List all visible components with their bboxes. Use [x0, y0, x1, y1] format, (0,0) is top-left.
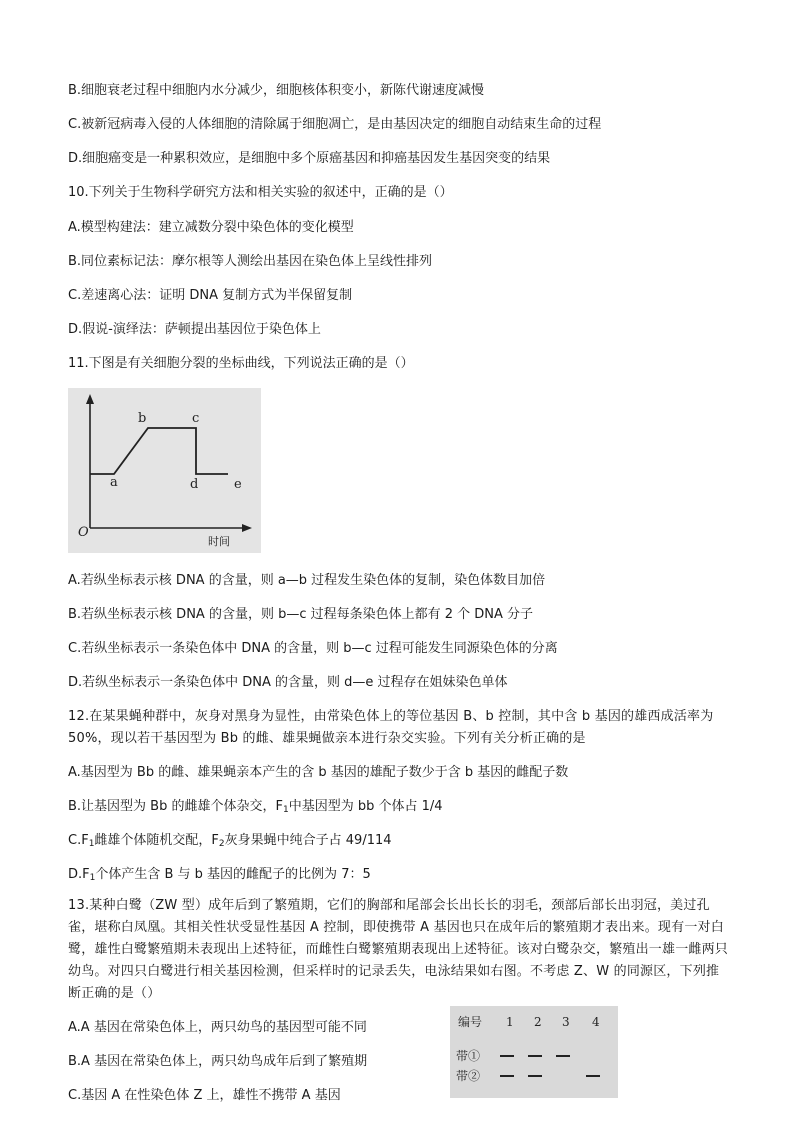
gel-lane-label: 1: [506, 1015, 514, 1029]
x-axis-label: 时间: [208, 535, 230, 548]
q11-option-b: B.若纵坐标表示核 DNA 的含量，则 b—c 过程每条染色体上都有 2 个 DNA 分子: [68, 607, 534, 622]
q10-option-a: A.模型构建法：建立减数分裂中染色体的变化模型: [68, 220, 354, 235]
q12c-pre: C.F: [68, 833, 89, 848]
q12c-post: 灰身果蝇中纯合子占 49/114: [224, 833, 392, 848]
q12-option-a: A.基因型为 Bb 的雌、雄果蝇亲本产生的含 b 基因的雄配子数少于含 b 基因的雌配子数: [68, 765, 569, 780]
chart-curve: [90, 428, 228, 474]
q10-option-c: C.差速离心法：证明 DNA 复制方式为半保留复制: [68, 288, 353, 303]
point-label-e: e: [234, 477, 242, 492]
q11-option-a: A.若纵坐标表示核 DNA 的含量，则 a—b 过程发生染色体的复制，染色体数目加倍: [68, 573, 546, 588]
gel-band-row-label: 带②: [456, 1069, 481, 1083]
q11-option-d: D.若纵坐标表示一条染色体中 DNA 的含量，则 d—e 过程存在姐妹染色单体: [68, 675, 508, 690]
q12d-post: 个体产生含 B 与 b 基因的雌配子的比例为 7：5: [95, 867, 371, 882]
gel-electrophoresis-result: [450, 1006, 618, 1098]
q13-option-a: A.A 基因在常染色体上，两只幼鸟的基因型可能不同: [68, 1020, 367, 1035]
q10-option-d: D.假说-演绎法：萨顿提出基因位于染色体上: [68, 322, 321, 337]
q12-stem: 12.在某果蝇种群中，灰身对黑身为显性，由常染色体上的等位基因 B、b 控制，其中含 b 基因的雄西成活率为 50%，现以若干基因型为 Bb 的雌、雄果蝇做亲本进行杂交实验。下列有关分析正确的是: [68, 709, 714, 746]
q12c-sub2: 2: [218, 839, 225, 849]
point-label-a: a: [110, 475, 118, 490]
x-axis-arrow: [242, 524, 252, 532]
q12d-pre: D.F: [68, 867, 90, 882]
q12-option-b: [68, 798, 443, 819]
q12b-sub: 1: [282, 805, 289, 815]
q13-option-c: C.基因 A 在性染色体 Z 上，雄性不携带 A 基因: [68, 1088, 341, 1103]
q11-stem: 11.下图是有关细胞分裂的坐标曲线，下列说法正确的是（）: [68, 356, 414, 371]
q12b-post: 中基因型为 bb 个体占 1/4: [288, 799, 443, 814]
q13-stem: 13.某种白鹭（ZW 型）成年后到了繁殖期，它们的胸部和尾部会长出长长的羽毛，颈部后部长出羽冠，美过孔雀，堪称白凤凰。其相关性状受显性基因 A 控制，即使携带 A 基因也只在成年后的繁殖期才表出来。现有一对白鹭，雄性白鹭繁殖期未表现出上述特征，而雌性白鹭繁殖期表现出上述特征。该对白鹭杂交，繁殖出一雄一雌两只幼鸟。对四只白鹭进行相关基因检测，但采样时的记录丢失，电泳结果如右图。不考虑 Z、W 的同源区，下列推断正确的是（）: [68, 898, 729, 1001]
q12d-sub: 1: [89, 873, 96, 883]
q13-option-b: B.A 基因在常染色体上，两只幼鸟成年后到了繁殖期: [68, 1054, 368, 1069]
q12-option-d: [68, 866, 371, 887]
q9-option-d: D.细胞癌变是一种累积效应，是细胞中多个原癌基因和抑癌基因发生基因突变的结果: [68, 151, 551, 166]
q12-option-c: [68, 832, 392, 853]
q9-option-b: B.细胞衰老过程中细胞内水分减少，细胞核体积变小，新陈代谢速度减慢: [68, 83, 485, 98]
q9-option-c: C.被新冠病毒入侵的人体细胞的清除属于细胞凋亡，是由基因决定的细胞自动结束生命的过程: [68, 117, 602, 132]
cell-division-chart: [68, 388, 261, 553]
gel-lane-label: 4: [592, 1015, 600, 1029]
gel-header-label: 编号: [458, 1015, 483, 1029]
q10-stem: 10.下列关于生物科学研究方法和相关实验的叙述中，正确的是（）: [68, 185, 453, 200]
q11-option-c: C.若纵坐标表示一条染色体中 DNA 的含量，则 b—c 过程可能发生同源染色体的分离: [68, 641, 558, 656]
q12c-mid: 雌雄个体随机交配，F: [94, 833, 219, 848]
point-label-b: b: [138, 411, 147, 426]
gel-lane-label: 2: [534, 1015, 542, 1029]
origin-label: O: [78, 525, 89, 540]
point-label-c: c: [192, 411, 200, 426]
point-label-d: d: [190, 477, 199, 492]
y-axis-arrow: [86, 394, 94, 404]
q10-option-b: B.同位素标记法：摩尔根等人测绘出基因在染色体上呈线性排列: [68, 254, 433, 269]
q12b-pre: B.让基因型为 Bb 的雌雄个体杂交，F: [68, 799, 283, 814]
gel-lane-label: 3: [562, 1015, 570, 1029]
q12c-sub1: 1: [88, 839, 95, 849]
gel-band-row-label: 带①: [456, 1049, 481, 1063]
